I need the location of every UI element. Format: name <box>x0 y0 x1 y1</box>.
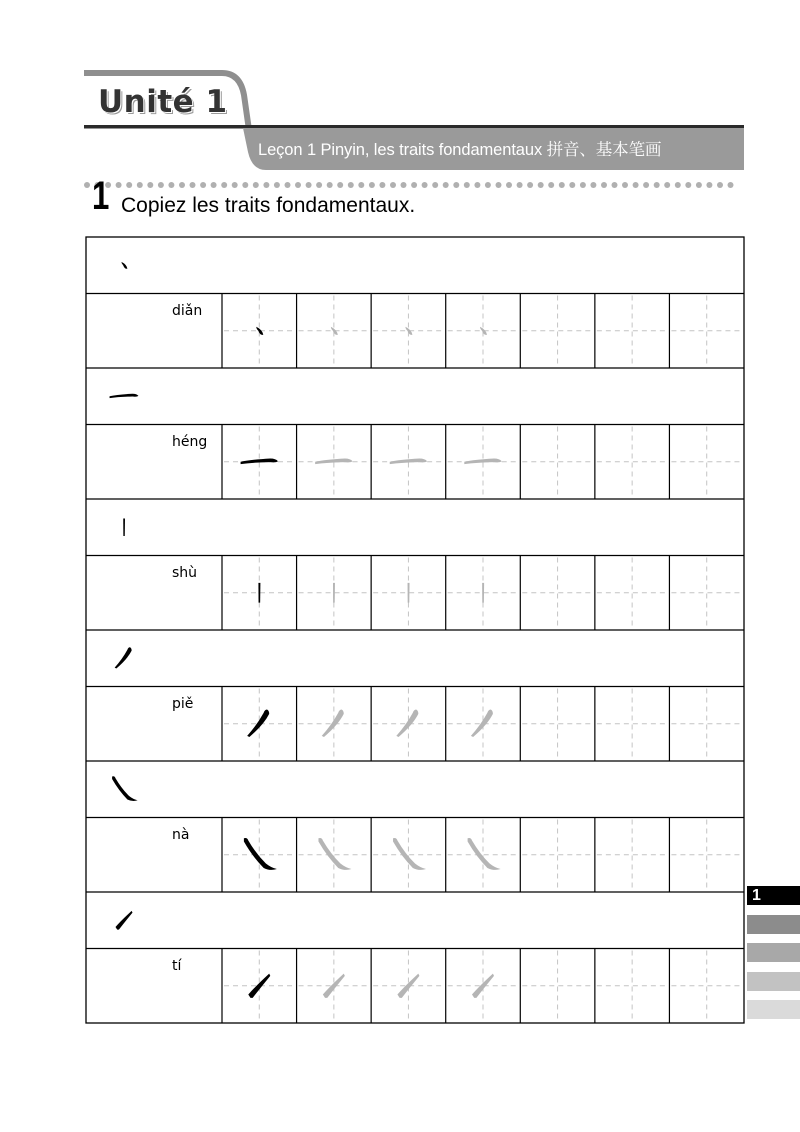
trace-right-falling-stroke-icon <box>468 838 501 870</box>
horizontal-stroke-icon <box>110 394 139 398</box>
model-left-falling-stroke-icon <box>247 709 269 737</box>
pinyin-label-heng: héng <box>172 433 208 450</box>
exercise-number: 1 <box>92 174 110 218</box>
vertical-stroke-icon <box>123 518 125 536</box>
trace-vertical-stroke-icon <box>333 583 335 603</box>
trace-vertical-stroke-icon <box>408 583 410 603</box>
exercise-instruction: Copiez les traits fondamentaux. <box>121 194 416 217</box>
side-tab-4 <box>747 972 800 991</box>
trace-right-falling-stroke-icon <box>318 838 351 870</box>
trace-vertical-stroke-icon <box>482 583 484 603</box>
side-tab-5 <box>747 1000 800 1019</box>
unit-title: Unité 1 <box>98 84 228 120</box>
model-vertical-stroke-icon <box>258 583 260 603</box>
pinyin-label-ti: tí <box>172 957 182 974</box>
pinyin-label-na: nà <box>172 826 190 843</box>
side-tab-label: 1 <box>752 887 761 904</box>
pinyin-label-shu: shù <box>172 564 198 581</box>
pinyin-label-dian: diǎn <box>172 302 203 319</box>
side-tab-3 <box>747 943 800 962</box>
right-falling-stroke-icon <box>112 776 138 801</box>
lesson-title: Leçon 1 Pinyin, les traits fondamentaux 拼音、基本笔画 <box>258 141 662 159</box>
trace-left-falling-stroke-icon <box>322 709 344 737</box>
rising-stroke-icon <box>116 911 133 930</box>
dot-stroke-icon <box>121 262 127 269</box>
pinyin-label-pie: piě <box>172 695 194 712</box>
trace-left-falling-stroke-icon <box>471 709 493 737</box>
side-tab-2 <box>747 915 800 934</box>
trace-right-falling-stroke-icon <box>393 838 426 870</box>
trace-left-falling-stroke-icon <box>396 709 418 737</box>
model-right-falling-stroke-icon <box>244 838 277 870</box>
left-falling-stroke-icon <box>115 647 132 668</box>
